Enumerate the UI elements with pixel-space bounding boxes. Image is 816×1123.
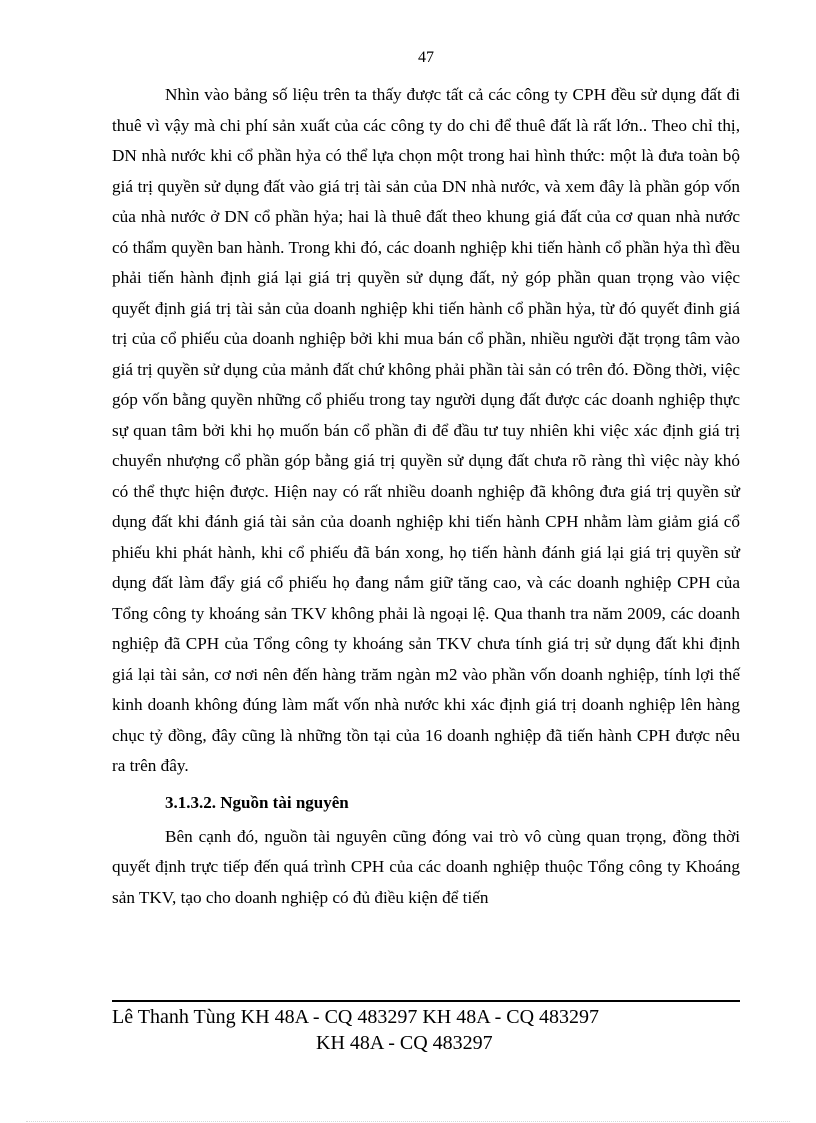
footer-line-1: Lê Thanh Tùng KH 48A - CQ 483297 KH 48A - CQ 483297 bbox=[112, 1006, 600, 1028]
section-heading: 3.1.3.2. Nguồn tài nguyên bbox=[165, 792, 349, 812]
footer-divider bbox=[112, 1000, 740, 1002]
footer-line-2: KH 48A - CQ 483297 bbox=[316, 1032, 493, 1054]
page-bottom-border bbox=[26, 1121, 790, 1122]
body-paragraph-1: Nhìn vào bảng số liệu trên ta thấy được tất cả các công ty CPH đều sử dụng đất đi thuê vì vậy mà chi phí sản xuất của các công ty do chi để thuê đất là rất lớn.. Theo chỉ thị, DN nhà nước khi cổ phần hỷa có thể lựa chọn một trong hai hình thức: một là đưa toàn bộ giá trị quyền sử dụng đất vào giá trị tài sản của DN nhà nước, và xem đây là phần góp vốn của nhà nước ở DN cổ phần hỷa; hai là thuê đất theo khung giá đất của cơ quan nhà nước có thẩm quyền ban hành. Trong khi đó, các doanh nghiệp khi tiến hành cổ phần hỷa thì đều phải tiến hành định giá lại giá trị quyền sử dụng đất, nỷ góp phần quan trọng vào việc quyết định giá trị tài sản của doanh nghiệp khi tiến hành cổ phần hỷa, từ đó quyết đinh giá trị của cổ phiếu của doanh nghiệp bởi khi mua bán cổ phần, nhiều người đặt trọng tâm vào giá trị quyền sử dụng của mảnh đất chứ không phải phần tài sản có trên đó. Đồng thời, việc góp vốn bằng quyền những cổ phiếu trong tay người dụng đất được các doanh nghiệp thực sự quan tâm bởi khi họ muốn bán cổ phần đi để đầu tư tuy nhiên khi việc xác định giá trị chuyển nhượng cổ phần góp bằng giá trị quyền sử dụng đất chưa rõ ràng thì việc này khó có thể thực hiện được. Hiện nay có rất nhiều doanh nghiệp đã không đưa giá trị quyền sử dụng đất khi đánh giá tài sản của doanh nghiệp khi tiến hành CPH nhằm làm giảm giá cổ phiếu khi phát hành, khi cổ phiếu đã bán xong, họ tiến hành đánh giá lại giá trị quyền sử dụng đất làm đẩy giá cổ phiếu họ đang nắm giữ tăng cao, và các doanh nghiệp CPH của Tổng công ty khoáng sản TKV không phải là ngoại lệ. Qua thanh tra năm 2009, các doanh nghiệp đã CPH của Tổng công ty khoáng sản TKV chưa tính giá trị sử dụng đất khi định giá lại tài sản, cơ nơi nên đến hàng trăm ngàn m2 vào phần vốn doanh nghiệp, tính lợi thế kinh doanh không đúng làm mất vốn nhà nước khi xác định giá trị doanh nghiệp lên hàng chục tỷ đồng, đây cũng là những tồn tại của 16 doanh nghiệp đã tiến hành CPH được nêu ra trên đây. bbox=[112, 85, 740, 775]
page-footer bbox=[112, 1004, 740, 1056]
page-number: 47 bbox=[418, 49, 434, 66]
document-body bbox=[112, 80, 740, 913]
body-paragraph-2: Bên cạnh đó, nguồn tài nguyên cũng đóng vai trò vô cùng quan trọng, đồng thời quyết định trực tiếp đến quá trình CPH của các doanh nghiệp thuộc Tổng công ty Khoáng sản TKV, tạo cho doanh nghiệp có đủ điều kiện để tiến bbox=[112, 826, 740, 907]
